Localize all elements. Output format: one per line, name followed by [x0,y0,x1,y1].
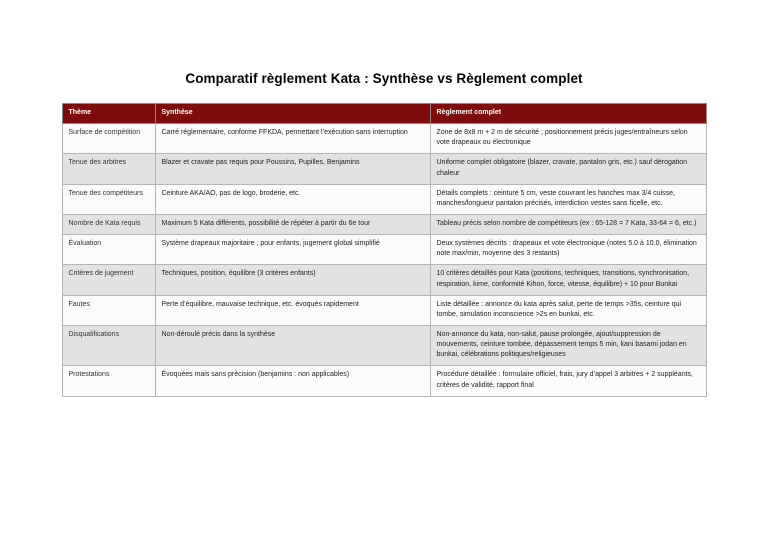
cell-reglement-complet: Tableau précis selon nombre de compétiteurs (ex : 65-128 = 7 Kata, 33-64 = 6, etc.) [430,214,706,234]
column-header-theme: Thème [62,104,155,124]
cell-reglement-complet: Non-annonce du kata, non-salut, pause prolongée, ajout/suppression de mouvements, ceinture tombée, dépassement temps 5 min, kani basami jodan en bunkai, célébrations politiques/religieuses [430,325,706,365]
cell-theme: Évaluation [62,235,155,265]
cell-synthese: Maximum 5 Kata différents, possibilité de répéter à partir du 6e tour [155,214,430,234]
cell-theme: Surface de compétition [62,124,155,154]
cell-reglement-complet: Liste détaillée : annonce du kata après salut, perte de temps >35s, ceinture qui tombe, simulation inconscience >2s en bunkai, etc. [430,295,706,325]
cell-synthese: Perte d’équilibre, mauvaise technique, etc. évoqués rapidement [155,295,430,325]
column-header-synthese: Synthèse [155,104,430,124]
cell-synthese: Techniques, position, équilibre (3 critères enfants) [155,265,430,295]
cell-theme: Disqualifications [62,325,155,365]
cell-synthese: Système drapeaux majoritaire ; pour enfants, jugement global simplifié [155,235,430,265]
table-row [62,124,706,154]
table-header-row [62,104,706,124]
cell-synthese: Évoquées mais sans précision (benjamins : non applicables) [155,366,430,396]
cell-reglement-complet: Deux systèmes décrits : drapeaux et vote électronique (notes 5.0 à 10.0, élimination note max/min, moyenne des 3 restants) [430,235,706,265]
table-row [62,214,706,234]
table-row [62,366,706,396]
cell-theme: Fautes [62,295,155,325]
cell-theme: Tenue des compétiteurs [62,184,155,214]
page-title: Comparatif règlement Kata : Synthèse vs Règlement complet [185,71,583,86]
table-row [62,235,706,265]
table-row [62,154,706,184]
table-row [62,325,706,365]
cell-synthese: Ceinture AKA/AO, pas de logo, broderie, etc. [155,184,430,214]
cell-reglement-complet: Uniforme complet obligatoire (blazer, cravate, pantalon gris, etc.) sauf dérogation chaleur [430,154,706,184]
table-row [62,184,706,214]
cell-reglement-complet: Détails complets : ceinture 5 cm, veste couvrant les hanches max 3/4 cuisse, manches/longueur pantalon précisés, interdiction vestes sans ficelle, etc. [430,184,706,214]
cell-reglement-complet: 10 critères détaillés pour Kata (positions, techniques, transitions, synchronisation, respiration, kime, conformité Kihon, force, vitesse, équilibre) + 10 pour Bunkai [430,265,706,295]
table-row [62,295,706,325]
cell-synthese: Blazer et cravate pas requis pour Poussins, Pupilles, Benjamins [155,154,430,184]
cell-reglement-complet: Zone de 8x8 m + 2 m de sécurité ; positionnement précis juges/entraîneurs selon vote drapeaux ou électronique [430,124,706,154]
cell-theme: Nombre de Kata requis [62,214,155,234]
cell-theme: Critères de jugement [62,265,155,295]
cell-synthese: Carré réglementaire, conforme FFKDA, permettant l’exécution sans interruption [155,124,430,154]
table-row [62,265,706,295]
column-header-reglement-complet: Règlement complet [430,104,706,124]
cell-synthese: Non-déroulé précis dans la synthèse [155,325,430,365]
cell-theme: Protestations [62,366,155,396]
comparison-table [62,103,707,397]
cell-theme: Tenue des arbitres [62,154,155,184]
cell-reglement-complet: Procédure détaillée : formulaire officiel, frais, jury d’appel 3 arbitres + 2 suppléants, critères de validité, rapport final [430,366,706,396]
